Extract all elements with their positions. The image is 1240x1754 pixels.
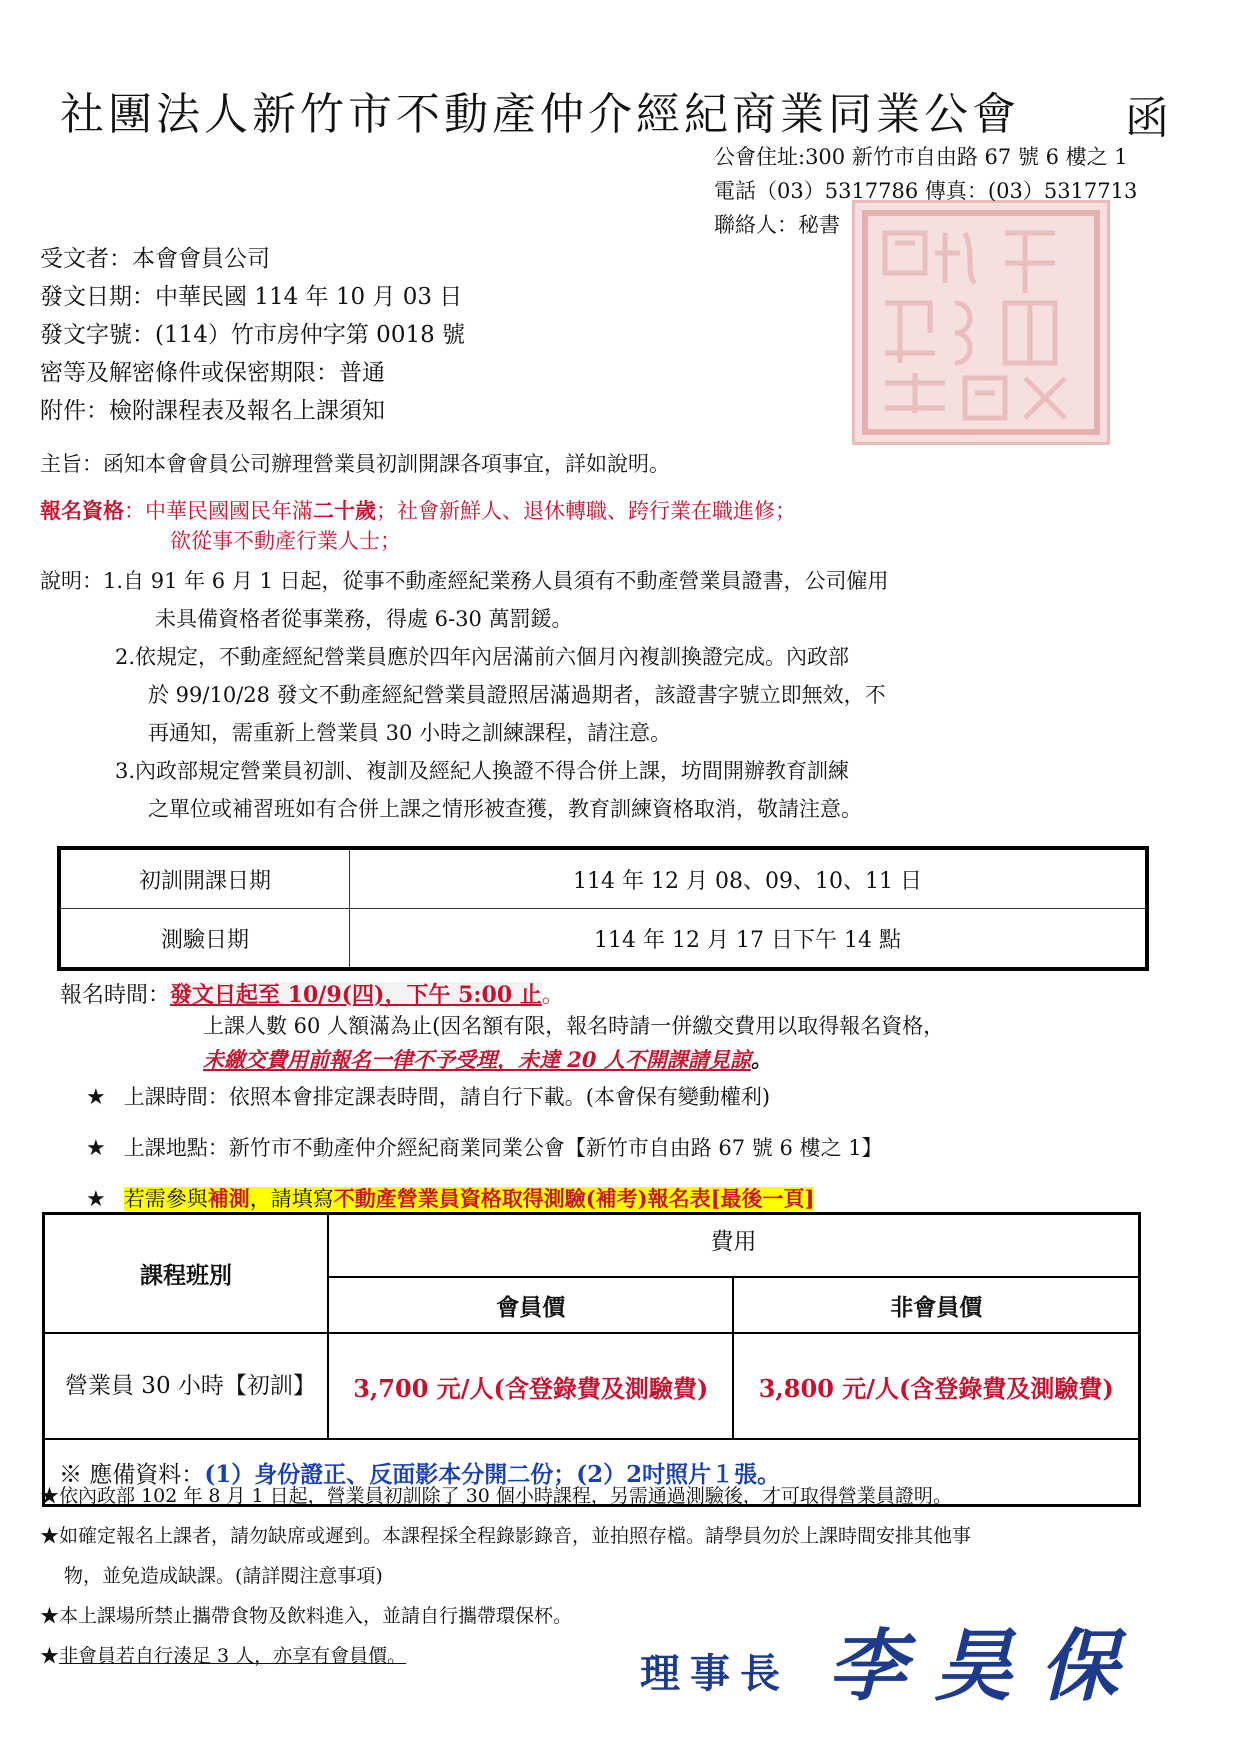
- list-item: ★本上課場所禁止攜帶食物及飲料進入，並請自行攜帶環保杯。: [40, 1605, 573, 1627]
- nonmember-group-note: 非會員若自行湊足 3 人，亦享有會員價。: [59, 1645, 407, 1667]
- org-phone: 電話（03）5317786 傳真：(03）5317713: [714, 179, 1138, 203]
- recipient: 受文者：本會會員公司: [40, 246, 270, 272]
- desc-line-5: 再通知，需重新上營業員 30 小時之訓練課程，請注意。: [148, 721, 672, 745]
- desc-line-7: 之單位或補習班如有合併上課之情形被查獲，教育訓練資格取消，敬請注意。: [148, 797, 862, 821]
- star-icon: ★: [40, 1645, 60, 1667]
- org-contact: 聯絡人：秘書: [714, 213, 840, 237]
- subject: 主旨：函知本會會員公司辦理營業員初訓開課各項事宜，詳如說明。: [40, 452, 670, 476]
- desc-line-6: 3.內政部規定營業員初訓、複訓及經紀人換證不得合併上課，坊間開辦教育訓練: [115, 759, 850, 783]
- desc-line-3: 2.依規定，不動產經紀營業員應於四年內居滿前六個月內複訓換證完成。內政部: [115, 645, 850, 669]
- course-name: 營業員 30 小時【初訓】: [44, 1333, 329, 1439]
- table-row: [59, 848, 1147, 909]
- class-location: 上課地點：新竹市不動產仲介經紀商業同業公會【新竹市自由路 67 號 6 樓之 1】: [123, 1136, 883, 1160]
- registration-period: [60, 978, 564, 1009]
- eligibility-label: 報名資格: [40, 498, 124, 523]
- table-row: [44, 1214, 1140, 1278]
- eligibility-text-a: ：中華民國國民年滿: [124, 499, 313, 523]
- list-item: [86, 1123, 883, 1174]
- eligibility-age: 二十歲: [313, 498, 376, 523]
- registration-warning-line: [203, 1044, 772, 1074]
- desc-line-4: 於 99/10/28 發文不動產經紀營業員證照居滿過期者，該證書字號立即無效，不: [148, 683, 886, 707]
- org-contact-block: [714, 140, 1137, 242]
- desc-line-2: 未具備資格者從事業務，得處 6-30 萬罰鍰。: [155, 607, 573, 631]
- chairman-title: 理事長: [640, 1650, 790, 1697]
- schedule-label: 初訓開課日期: [59, 848, 350, 909]
- registration-capacity: 上課人數 60 人額滿為止(因名額有限，報名時請一併繳交費用以取得報名資格，: [203, 1014, 945, 1038]
- member-header: 會員價: [328, 1277, 733, 1333]
- document-meta: [40, 240, 465, 430]
- registration-period-end: 。: [541, 983, 564, 1008]
- schedule-value: 114 年 12 月 17 日下午 14 點: [350, 909, 1148, 970]
- list-item: [86, 1072, 883, 1123]
- nonmember-header: 非會員價: [733, 1277, 1139, 1333]
- document-number: 發文字號：(114）竹市房仲字第 0018 號: [40, 322, 466, 348]
- schedule-label: 測驗日期: [59, 909, 350, 970]
- eligibility-line2: 欲從事不動產行業人士；: [170, 529, 401, 553]
- desc-line-1: 說明：1.自 91 年 6 月 1 日起，從事不動產經紀業務人員須有不動產營業員證書，公司僱用: [40, 569, 889, 593]
- retest-text-a: 若需參與: [123, 1187, 208, 1211]
- list-item: ★如確定報名上課者，請勿缺席或遲到。本課程採全程錄影錄音，並拍照存檔。請學員勿於上課時間安排其他事: [40, 1525, 972, 1547]
- retest-notice: [124, 1187, 815, 1211]
- required-items: (1）身份證正、反面影本分開二份；(2）2吋照片１張。: [204, 1460, 781, 1488]
- registration-deadline: 發文日起至 10/9(四)，下午 5:00 止: [170, 982, 542, 1008]
- retest-text-b: 補測: [207, 1186, 250, 1211]
- description: [40, 562, 889, 828]
- retest-form-name: 不動產營業員資格取得測驗(補考)報名表[最後一頁]: [333, 1186, 815, 1211]
- schedule-table: [57, 846, 1149, 971]
- registration-warning-end: 。: [750, 1047, 772, 1072]
- registration-label: 報名時間：: [60, 983, 171, 1008]
- table-row: [59, 909, 1147, 970]
- attachment: 附件：檢附課程表及報名上課須知: [40, 398, 385, 424]
- security-level: 密等及解密條件或保密期限：普通: [40, 360, 385, 386]
- issue-date: 發文日期：中華民國 114 年 10 月 03 日: [40, 284, 463, 310]
- document-type: 函: [1125, 93, 1169, 144]
- schedule-value: 114 年 12 月 08、09、10、11 日: [350, 848, 1148, 909]
- member-price: 3,700 元/人(含登錄費及測驗費): [328, 1333, 733, 1439]
- required-label: ※ 應備資料：: [59, 1461, 205, 1488]
- star-icon: ★: [86, 1085, 106, 1110]
- class-time: 上課時間：依照本會排定課表時間，請自行下載。(本會保有變動權利): [123, 1085, 771, 1109]
- table-row: [44, 1333, 1140, 1439]
- list-item: ★依內政部 102 年 8 月 1 日起，營業員初訓除了 30 個小時課程，另需通過測驗後，才可取得營業員證明。: [40, 1485, 952, 1507]
- document-title: 社團法人新竹市不動產仲介經紀商業同業公會: [60, 89, 1020, 140]
- list-item: 物，並免造成缺課。(請詳閱注意事項): [64, 1565, 383, 1587]
- retest-text-c: ，請填寫: [249, 1187, 334, 1211]
- star-icon: ★: [86, 1136, 106, 1161]
- eligibility: [40, 496, 796, 556]
- org-address: 公會住址:300 新竹市自由路 67 號 6 樓之 1: [714, 145, 1128, 169]
- fee-header: 費用: [328, 1214, 1140, 1278]
- chairman-signature: 李昊保: [828, 1621, 1147, 1712]
- course-info-list: [86, 1072, 883, 1225]
- fee-table: [42, 1212, 1141, 1507]
- eligibility-text-c: ；社會新鮮人、退休轉職、跨行業在職進修；: [376, 499, 796, 523]
- nonmember-price: 3,800 元/人(含登錄費及測驗費): [733, 1333, 1139, 1439]
- class-header: 課程班別: [44, 1214, 329, 1334]
- star-icon: ★: [86, 1187, 106, 1212]
- registration-warning: 未繳交費用前報名一律不予受理，未達 20 人不開課請見諒: [203, 1047, 751, 1072]
